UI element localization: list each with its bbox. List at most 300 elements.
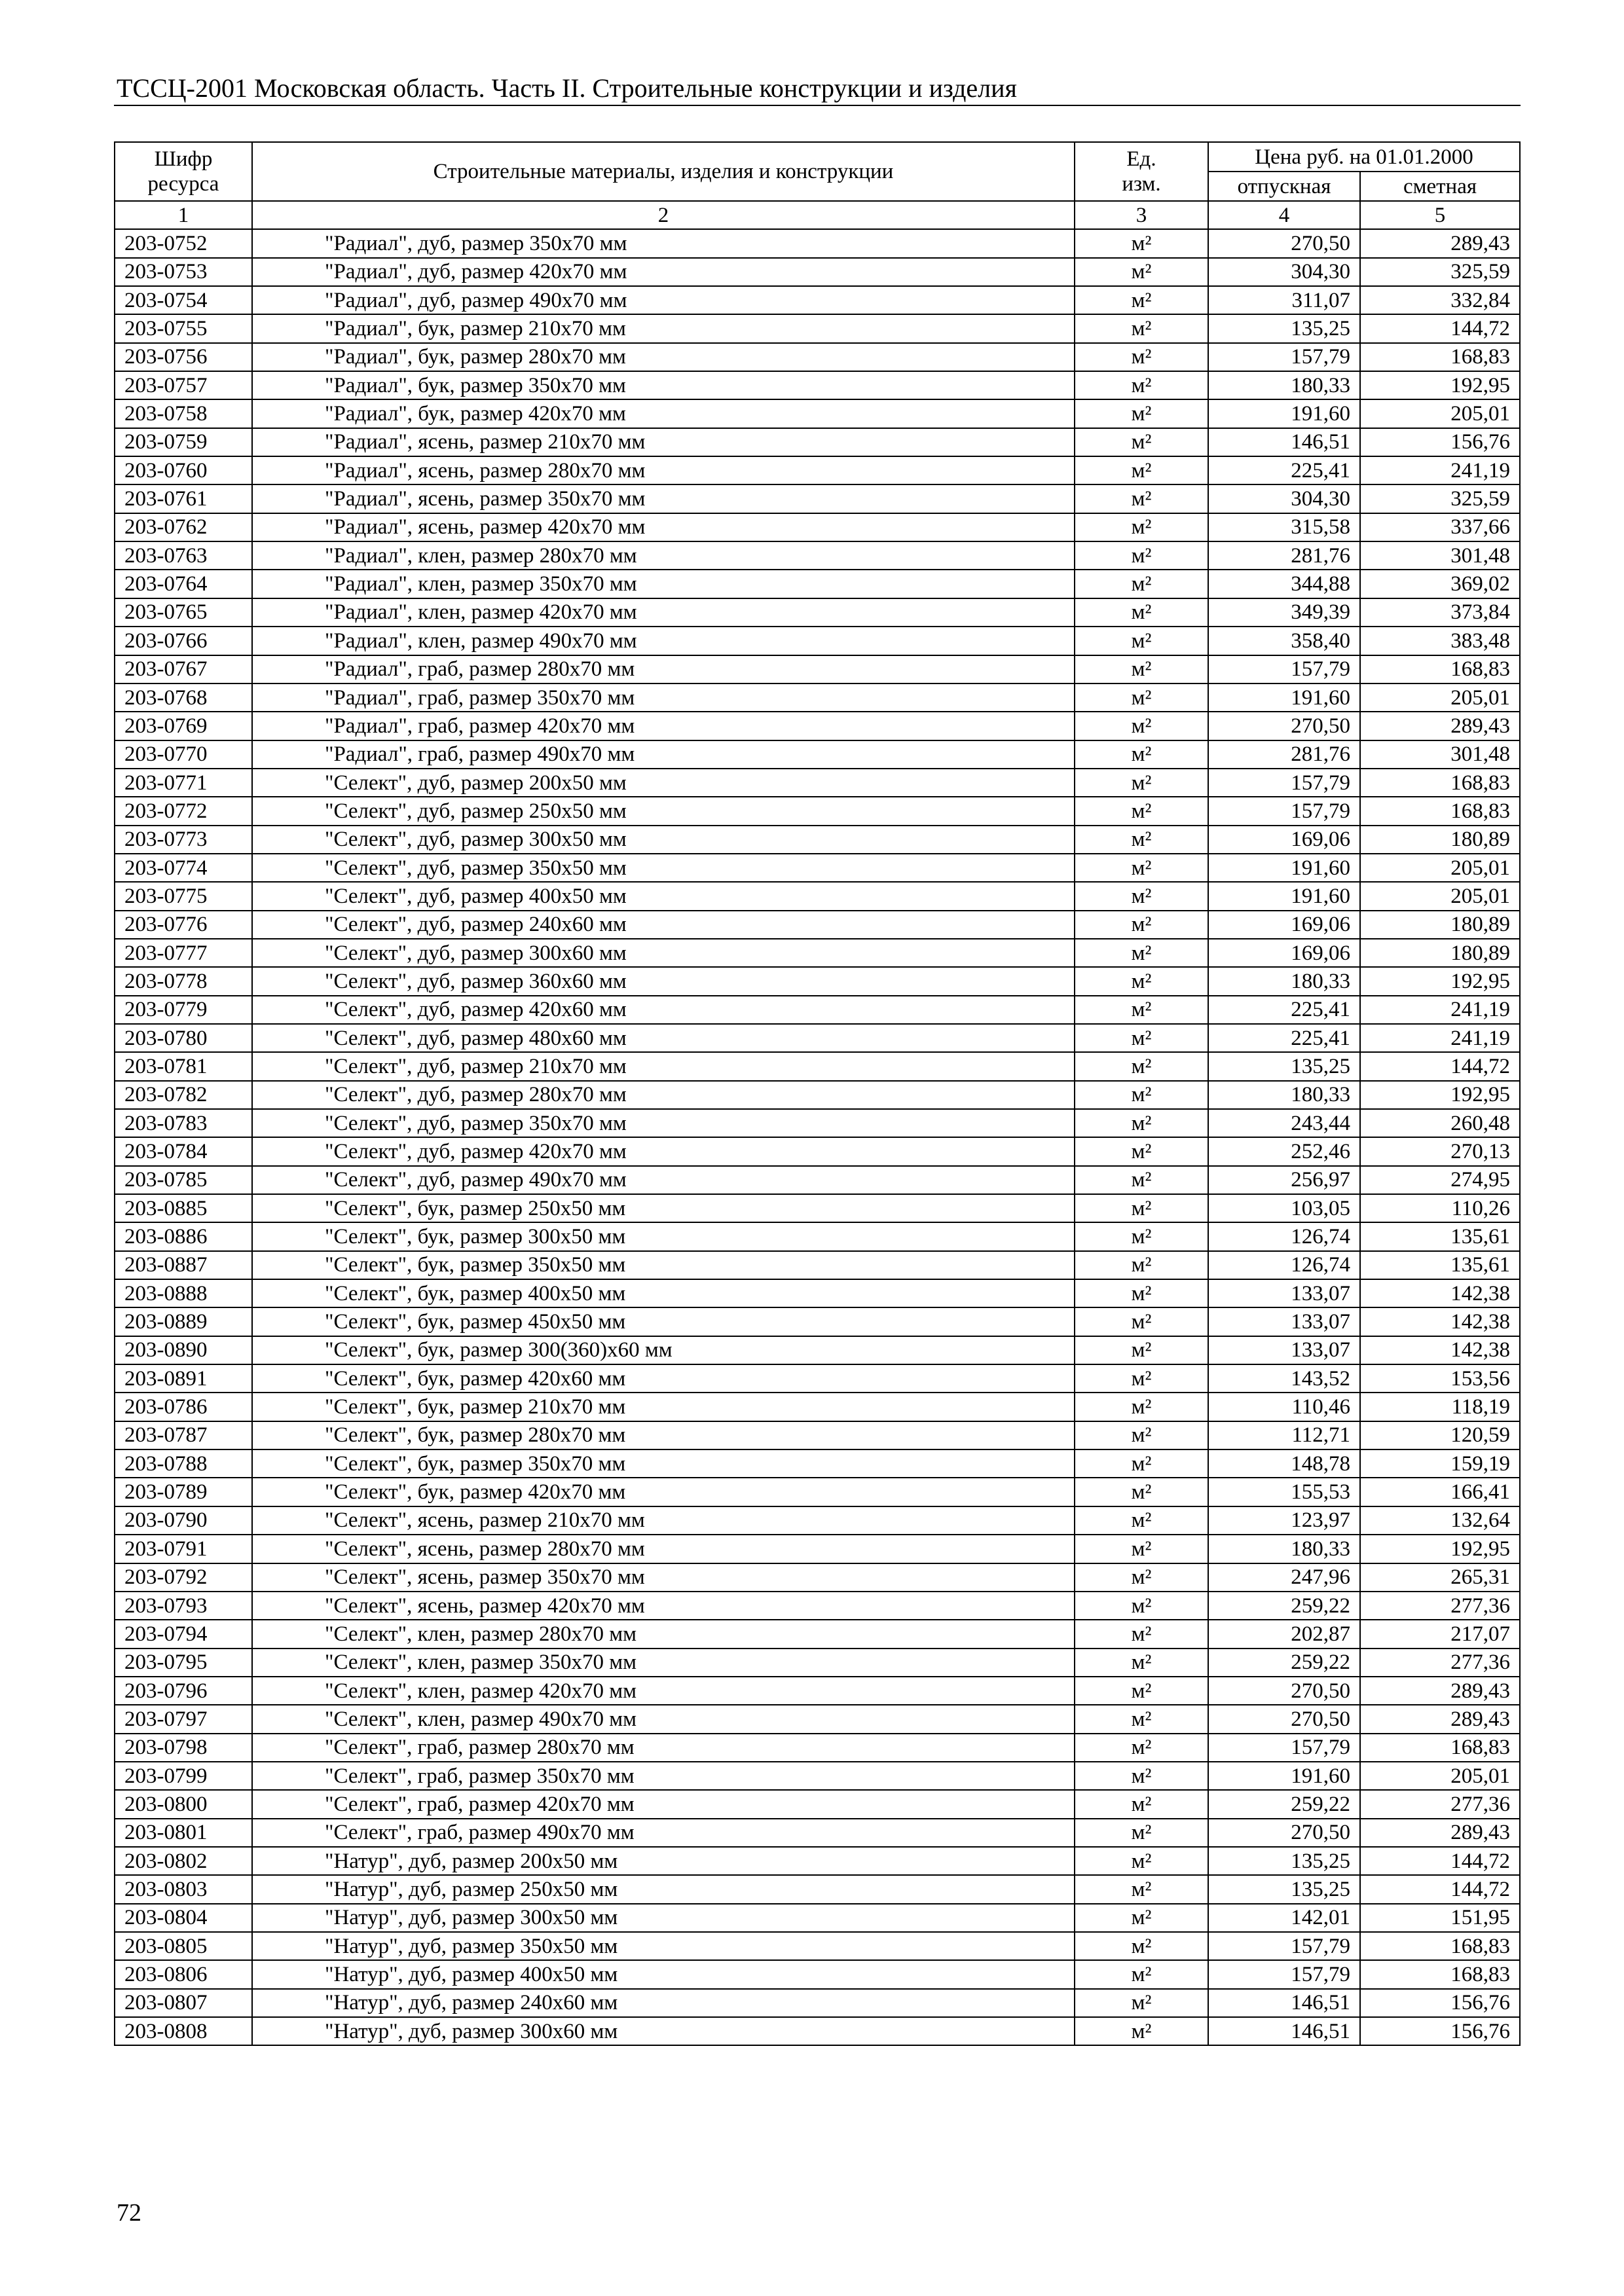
cell-unit: м² [1075,882,1208,910]
cell-release-price: 191,60 [1208,683,1360,712]
cell-release-price: 169,06 [1208,826,1360,854]
cell-release-price: 157,79 [1208,1932,1360,1960]
cell-code: 203-0799 [115,1762,252,1790]
cell-name: "Радиал", бук, размер 350х70 мм [252,371,1075,399]
cell-release-price: 247,96 [1208,1563,1360,1592]
cell-code: 203-0787 [115,1421,252,1449]
cell-release-price: 304,30 [1208,484,1360,513]
cell-name: "Селект", бук, размер 280х70 мм [252,1421,1075,1449]
cell-unit: м² [1075,826,1208,854]
cell-unit: м² [1075,967,1208,995]
table-row [115,1393,1520,1421]
cell-estimate-price: 144,72 [1360,1875,1520,1903]
cell-release-price: 110,46 [1208,1393,1360,1421]
cell-name: "Селект", бук, размер 350х70 мм [252,1449,1075,1478]
table-row [115,1790,1520,1818]
cell-name: "Селект", дуб, размер 360х60 мм [252,967,1075,995]
cell-release-price: 281,76 [1208,541,1360,570]
header-release-price: отпускная [1208,172,1360,201]
table-row [115,1705,1520,1733]
table-row [115,314,1520,342]
header-name: Строительные материалы, изделия и конструкции [252,142,1075,201]
cell-estimate-price: 265,31 [1360,1563,1520,1592]
table-row [115,1620,1520,1648]
cell-name: "Селект", дуб, размер 280х70 мм [252,1081,1075,1109]
cell-release-price: 225,41 [1208,996,1360,1024]
cell-unit: м² [1075,1592,1208,1620]
cell-code: 203-0771 [115,769,252,797]
cell-code: 203-0793 [115,1592,252,1620]
cell-code: 203-0891 [115,1364,252,1393]
cell-estimate-price: 369,02 [1360,570,1520,598]
cell-estimate-price: 159,19 [1360,1449,1520,1478]
cell-name: "Селект", дуб, размер 240х60 мм [252,911,1075,939]
cell-name: "Селект", дуб, размер 300х60 мм [252,939,1075,967]
cell-code: 203-0769 [115,712,252,740]
cell-estimate-price: 205,01 [1360,399,1520,428]
cell-code: 203-0885 [115,1194,252,1222]
cell-name: "Селект", бук, размер 300(360)х60 мм [252,1336,1075,1364]
cell-code: 203-0797 [115,1705,252,1733]
cell-name: "Селект", дуб, размер 490х70 мм [252,1166,1075,1194]
cell-unit: м² [1075,911,1208,939]
cell-code: 203-0889 [115,1307,252,1336]
table-row [115,1762,1520,1790]
cell-estimate-price: 120,59 [1360,1421,1520,1449]
table-row [115,769,1520,797]
cell-code: 203-0778 [115,967,252,995]
cell-unit: м² [1075,1194,1208,1222]
table-row [115,882,1520,910]
table-row [115,1307,1520,1336]
cell-unit: м² [1075,1620,1208,1648]
cell-code: 203-0798 [115,1734,252,1762]
cell-code: 203-0758 [115,399,252,428]
cell-name: "Радиал", ясень, размер 280х70 мм [252,456,1075,484]
table-row [115,655,1520,683]
cell-estimate-price: 168,83 [1360,655,1520,683]
cell-code: 203-0792 [115,1563,252,1592]
cell-code: 203-0764 [115,570,252,598]
cell-code: 203-0757 [115,371,252,399]
cell-name: "Радиал", бук, размер 420х70 мм [252,399,1075,428]
cell-unit: м² [1075,1762,1208,1790]
table-row [115,967,1520,995]
cell-estimate-price: 151,95 [1360,1904,1520,1932]
cell-estimate-price: 180,89 [1360,911,1520,939]
cell-release-price: 259,22 [1208,1592,1360,1620]
cell-name: "Натур", дуб, размер 240х60 мм [252,1989,1075,2017]
cell-name: "Селект", бук, размер 400х50 мм [252,1279,1075,1307]
cell-release-price: 180,33 [1208,371,1360,399]
table-row [115,1364,1520,1393]
table-row [115,1449,1520,1478]
cell-unit: м² [1075,1251,1208,1279]
cell-code: 203-0790 [115,1506,252,1535]
cell-estimate-price: 332,84 [1360,286,1520,314]
cell-code: 203-0786 [115,1393,252,1421]
table-row [115,2017,1520,2045]
table-row [115,399,1520,428]
cell-code: 203-0781 [115,1052,252,1080]
cell-release-price: 157,79 [1208,343,1360,371]
cell-code: 203-0763 [115,541,252,570]
cell-estimate-price: 217,07 [1360,1620,1520,1648]
table-row [115,627,1520,655]
cell-code: 203-0806 [115,1960,252,1988]
cell-unit: м² [1075,1052,1208,1080]
cell-code: 203-0777 [115,939,252,967]
cell-unit: м² [1075,1081,1208,1109]
cell-unit: м² [1075,769,1208,797]
cell-name: "Радиал", дуб, размер 490х70 мм [252,286,1075,314]
cell-name: "Радиал", клен, размер 350х70 мм [252,570,1075,598]
cell-code: 203-0774 [115,854,252,882]
price-table [114,141,1521,2046]
cell-code: 203-0789 [115,1478,252,1506]
header-rule [114,105,1521,106]
cell-release-price: 270,50 [1208,1819,1360,1847]
cell-code: 203-0788 [115,1449,252,1478]
cell-unit: м² [1075,1166,1208,1194]
cell-release-price: 133,07 [1208,1279,1360,1307]
cell-release-price: 157,79 [1208,1960,1360,1988]
cell-release-price: 349,39 [1208,598,1360,627]
cell-estimate-price: 144,72 [1360,1052,1520,1080]
cell-unit: м² [1075,428,1208,456]
cell-unit: м² [1075,939,1208,967]
table-row [115,570,1520,598]
cell-estimate-price: 156,76 [1360,2017,1520,2045]
cell-estimate-price: 168,83 [1360,769,1520,797]
cell-unit: м² [1075,1847,1208,1875]
cell-release-price: 157,79 [1208,769,1360,797]
table-row [115,1989,1520,2017]
cell-release-price: 148,78 [1208,1449,1360,1478]
cell-name: "Радиал", дуб, размер 420х70 мм [252,258,1075,286]
header-unit [1075,142,1208,201]
cell-code: 203-0780 [115,1024,252,1052]
cell-estimate-price: 168,83 [1360,797,1520,825]
cell-release-price: 155,53 [1208,1478,1360,1506]
cell-name: "Селект", ясень, размер 420х70 мм [252,1592,1075,1620]
cell-estimate-price: 142,38 [1360,1336,1520,1364]
cell-estimate-price: 192,95 [1360,1535,1520,1563]
cell-code: 203-0760 [115,456,252,484]
cell-unit: м² [1075,854,1208,882]
cell-name: "Селект", бук, размер 210х70 мм [252,1393,1075,1421]
cell-name: "Радиал", граб, размер 490х70 мм [252,740,1075,769]
cell-estimate-price: 192,95 [1360,371,1520,399]
cell-release-price: 311,07 [1208,286,1360,314]
cell-estimate-price: 289,43 [1360,1819,1520,1847]
cell-name: "Радиал", клен, размер 280х70 мм [252,541,1075,570]
cell-code: 203-0802 [115,1847,252,1875]
cell-estimate-price: 337,66 [1360,513,1520,541]
cell-name: "Селект", дуб, размер 210х70 мм [252,1052,1075,1080]
table-row [115,1222,1520,1250]
cell-estimate-price: 144,72 [1360,314,1520,342]
cell-release-price: 259,22 [1208,1649,1360,1677]
cell-estimate-price: 241,19 [1360,456,1520,484]
cell-estimate-price: 142,38 [1360,1279,1520,1307]
cell-name: "Селект", клен, размер 280х70 мм [252,1620,1075,1648]
cell-name: "Радиал", бук, размер 280х70 мм [252,343,1075,371]
cell-estimate-price: 325,59 [1360,258,1520,286]
cell-unit: м² [1075,598,1208,627]
cell-estimate-price: 277,36 [1360,1649,1520,1677]
cell-name: "Селект", ясень, размер 350х70 мм [252,1563,1075,1592]
cell-unit: м² [1075,797,1208,825]
cell-name: "Селект", дуб, размер 350х70 мм [252,1109,1075,1137]
cell-estimate-price: 205,01 [1360,1762,1520,1790]
cell-unit: м² [1075,1790,1208,1818]
cell-name: "Селект", дуб, размер 200х50 мм [252,769,1075,797]
cell-release-price: 180,33 [1208,1081,1360,1109]
cell-release-price: 252,46 [1208,1137,1360,1165]
cell-release-price: 146,51 [1208,2017,1360,2045]
cell-release-price: 169,06 [1208,911,1360,939]
cell-code: 203-0762 [115,513,252,541]
header-code-label: Шифр ресурса [147,147,219,196]
cell-release-price: 191,60 [1208,399,1360,428]
cell-release-price: 225,41 [1208,456,1360,484]
table-index-row [115,201,1520,229]
cell-name: "Селект", граб, размер 490х70 мм [252,1819,1075,1847]
cell-release-price: 270,50 [1208,1705,1360,1733]
cell-unit: м² [1075,1478,1208,1506]
cell-unit: м² [1075,229,1208,257]
cell-release-price: 225,41 [1208,1024,1360,1052]
table-row [115,797,1520,825]
cell-unit: м² [1075,996,1208,1024]
cell-release-price: 126,74 [1208,1222,1360,1250]
cell-name: "Селект", дуб, размер 350х50 мм [252,854,1075,882]
cell-release-price: 270,50 [1208,712,1360,740]
cell-estimate-price: 241,19 [1360,1024,1520,1052]
cell-name: "Селект", дуб, размер 420х60 мм [252,996,1075,1024]
cell-estimate-price: 205,01 [1360,683,1520,712]
cell-unit: м² [1075,1393,1208,1421]
cell-release-price: 270,50 [1208,1677,1360,1705]
cell-name: "Селект", бук, размер 450х50 мм [252,1307,1075,1336]
cell-unit: м² [1075,1960,1208,1988]
cell-release-price: 169,06 [1208,939,1360,967]
cell-estimate-price: 277,36 [1360,1592,1520,1620]
cell-release-price: 157,79 [1208,797,1360,825]
cell-code: 203-0768 [115,683,252,712]
cell-name: "Селект", граб, размер 280х70 мм [252,1734,1075,1762]
table-row [115,826,1520,854]
cell-unit: м² [1075,1563,1208,1592]
cell-release-price: 180,33 [1208,967,1360,995]
table-row [115,513,1520,541]
table-row [115,996,1520,1024]
table-row [115,541,1520,570]
table-row [115,343,1520,371]
cell-unit: м² [1075,1364,1208,1393]
cell-estimate-price: 168,83 [1360,1734,1520,1762]
table-row [115,1137,1520,1165]
cell-estimate-price: 289,43 [1360,1705,1520,1733]
cell-estimate-price: 166,41 [1360,1478,1520,1506]
cell-name: "Натур", дуб, размер 350х50 мм [252,1932,1075,1960]
table-row [115,1166,1520,1194]
cell-unit: м² [1075,1137,1208,1165]
table-row [115,1421,1520,1449]
cell-code: 203-0776 [115,911,252,939]
table-row [115,1932,1520,1960]
cell-code: 203-0890 [115,1336,252,1364]
cell-name: "Селект", дуб, размер 250х50 мм [252,797,1075,825]
table-row [115,1677,1520,1705]
cell-unit: м² [1075,258,1208,286]
cell-estimate-price: 156,76 [1360,1989,1520,2017]
cell-name: "Селект", дуб, размер 480х60 мм [252,1024,1075,1052]
cell-code: 203-0888 [115,1279,252,1307]
cell-release-price: 123,97 [1208,1506,1360,1535]
cell-estimate-price: 289,43 [1360,229,1520,257]
cell-estimate-price: 301,48 [1360,541,1520,570]
cell-name: "Селект", ясень, размер 280х70 мм [252,1535,1075,1563]
cell-unit: м² [1075,1449,1208,1478]
cell-release-price: 157,79 [1208,655,1360,683]
table-row [115,740,1520,769]
cell-name: "Радиал", бук, размер 210х70 мм [252,314,1075,342]
cell-unit: м² [1075,314,1208,342]
cell-unit: м² [1075,1705,1208,1733]
cell-code: 203-0801 [115,1819,252,1847]
header-estimate-price: сметная [1360,172,1520,201]
table-row [115,1081,1520,1109]
cell-unit: м² [1075,343,1208,371]
table-header-row [115,142,1520,172]
cell-unit: м² [1075,1932,1208,1960]
cell-release-price: 315,58 [1208,513,1360,541]
table-row [115,428,1520,456]
cell-release-price: 256,97 [1208,1166,1360,1194]
cell-name: "Радиал", граб, размер 280х70 мм [252,655,1075,683]
cell-name: "Натур", дуб, размер 200х50 мм [252,1847,1075,1875]
table-row [115,939,1520,967]
cell-release-price: 135,25 [1208,1847,1360,1875]
cell-code: 203-0886 [115,1222,252,1250]
cell-name: "Натур", дуб, размер 250х50 мм [252,1875,1075,1903]
table-row [115,911,1520,939]
cell-release-price: 259,22 [1208,1790,1360,1818]
cell-release-price: 202,87 [1208,1620,1360,1648]
cell-release-price: 126,74 [1208,1251,1360,1279]
cell-estimate-price: 110,26 [1360,1194,1520,1222]
cell-name: "Радиал", клен, размер 420х70 мм [252,598,1075,627]
cell-estimate-price: 135,61 [1360,1251,1520,1279]
cell-code: 203-0761 [115,484,252,513]
table-row [115,854,1520,882]
cell-estimate-price: 205,01 [1360,882,1520,910]
cell-unit: м² [1075,1649,1208,1677]
cell-name: "Радиал", ясень, размер 350х70 мм [252,484,1075,513]
cell-code: 203-0773 [115,826,252,854]
table-row [115,258,1520,286]
cell-code: 203-0805 [115,1932,252,1960]
table-row [115,683,1520,712]
table-row [115,1592,1520,1620]
cell-name: "Радиал", ясень, размер 210х70 мм [252,428,1075,456]
cell-name: "Селект", граб, размер 420х70 мм [252,1790,1075,1818]
cell-name: "Селект", клен, размер 490х70 мм [252,1705,1075,1733]
cell-release-price: 191,60 [1208,854,1360,882]
cell-code: 203-0752 [115,229,252,257]
cell-estimate-price: 156,76 [1360,428,1520,456]
cell-name: "Натур", дуб, размер 400х50 мм [252,1960,1075,1988]
cell-estimate-price: 142,38 [1360,1307,1520,1336]
table-row [115,1734,1520,1762]
header-code [115,142,252,201]
cell-unit: м² [1075,1819,1208,1847]
cell-release-price: 135,25 [1208,1052,1360,1080]
cell-unit: м² [1075,1024,1208,1052]
cell-release-price: 358,40 [1208,627,1360,655]
cell-code: 203-0804 [115,1904,252,1932]
cell-unit: м² [1075,1421,1208,1449]
index-cell: 5 [1360,201,1520,229]
cell-estimate-price: 118,19 [1360,1393,1520,1421]
cell-unit: м² [1075,712,1208,740]
cell-release-price: 191,60 [1208,882,1360,910]
index-cell: 3 [1075,201,1208,229]
cell-release-price: 135,25 [1208,314,1360,342]
cell-unit: м² [1075,399,1208,428]
table-row [115,1535,1520,1563]
cell-name: "Селект", бук, размер 420х60 мм [252,1364,1075,1393]
cell-unit: м² [1075,286,1208,314]
cell-unit: м² [1075,456,1208,484]
cell-release-price: 146,51 [1208,1989,1360,2017]
cell-release-price: 304,30 [1208,258,1360,286]
cell-unit: м² [1075,1677,1208,1705]
cell-estimate-price: 205,01 [1360,854,1520,882]
cell-name: "Радиал", граб, размер 350х70 мм [252,683,1075,712]
table-row [115,1875,1520,1903]
cell-release-price: 281,76 [1208,740,1360,769]
index-cell: 2 [252,201,1075,229]
cell-estimate-price: 153,56 [1360,1364,1520,1393]
cell-unit: м² [1075,655,1208,683]
cell-unit: м² [1075,1875,1208,1903]
cell-code: 203-0887 [115,1251,252,1279]
cell-unit: м² [1075,1336,1208,1364]
cell-estimate-price: 383,48 [1360,627,1520,655]
table-row [115,1052,1520,1080]
cell-name: "Селект", граб, размер 350х70 мм [252,1762,1075,1790]
table-row [115,1960,1520,1988]
cell-name: "Селект", ясень, размер 210х70 мм [252,1506,1075,1535]
cell-release-price: 270,50 [1208,229,1360,257]
cell-estimate-price: 132,64 [1360,1506,1520,1535]
table-row [115,229,1520,257]
table-row [115,712,1520,740]
cell-estimate-price: 289,43 [1360,712,1520,740]
cell-estimate-price: 168,83 [1360,343,1520,371]
table-row [115,1847,1520,1875]
cell-code: 203-0755 [115,314,252,342]
table-row [115,1506,1520,1535]
cell-unit: м² [1075,371,1208,399]
cell-release-price: 146,51 [1208,428,1360,456]
cell-unit: м² [1075,1279,1208,1307]
cell-code: 203-0756 [115,343,252,371]
table-row [115,1279,1520,1307]
